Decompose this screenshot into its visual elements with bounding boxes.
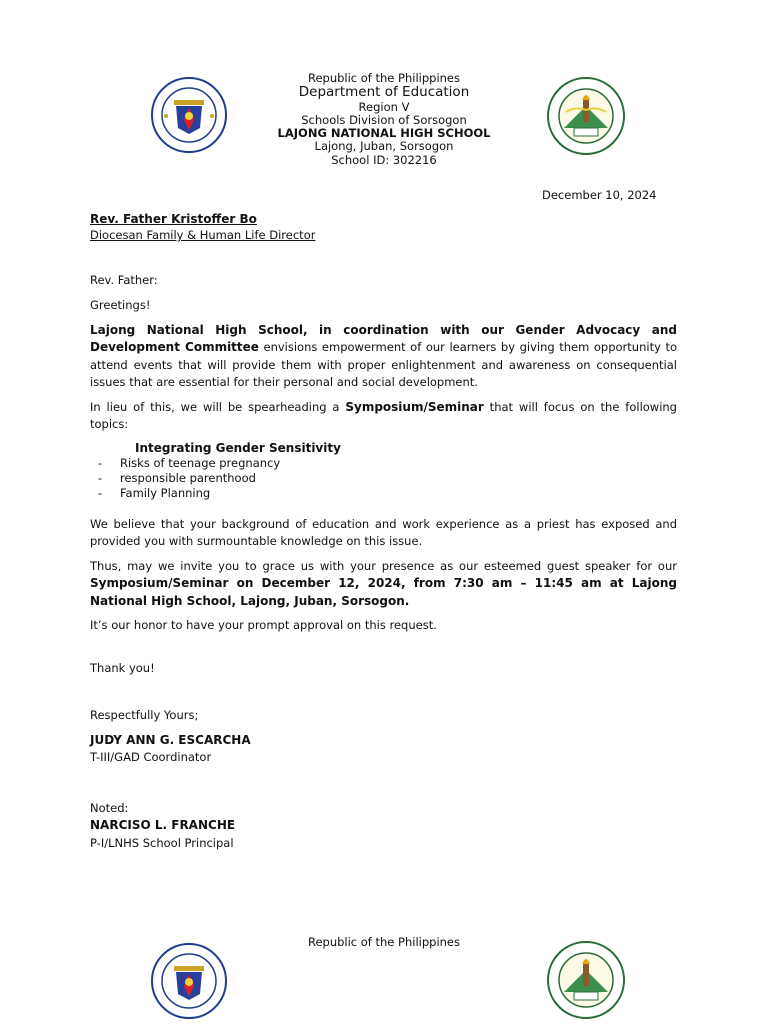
bullet-dash: - [98, 456, 103, 470]
republic-line: Republic of the Philippines [307, 71, 461, 85]
noted-title: P-I/LNHS School Principal [90, 836, 234, 850]
republic-line: Republic of the Philippines [307, 935, 461, 949]
deped-seal-icon [150, 942, 228, 1020]
recipient-name: Rev. Father Kristoffer Bo [90, 212, 257, 226]
greeting: Greetings! [90, 298, 151, 312]
paragraph-topics [90, 399, 677, 434]
bullet-dash: - [98, 486, 103, 500]
invitation-pre: Thus, may we invite you to grace us with your presence as our esteemed guest speaker for our [90, 559, 677, 573]
list-item [90, 471, 490, 486]
invitation-bold: Symposium/Seminar on December 12, 2024, from 7:30 am – 11:45 am at Lajong National High School, Lajong, Juban, Sorsogon. [90, 576, 677, 608]
topics-bold: Symposium/Seminar [345, 400, 484, 414]
school-address: Lajong, Juban, Sorsogon [314, 139, 454, 154]
list-item [90, 456, 490, 471]
school-seal-icon [546, 940, 626, 1020]
noted-label: Noted: [90, 801, 129, 815]
school-seal-icon [546, 76, 626, 156]
department-line: Department of Education [298, 84, 470, 101]
recipient-title: Diocesan Family & Human Life Director [90, 228, 316, 242]
paragraph-background: We believe that your background of education and work experience as a priest has exposed and provided you with surmountable knowledge on this issue. [90, 517, 677, 549]
topic-item: Family Planning [120, 486, 211, 500]
intro-rest: envisions empowerment of our learners by giving them opportunity to attend events that will provide them with proper enlightenment and awareness on consequential issues that are essential for their personal and social development. [90, 340, 677, 389]
closing: Respectfully Yours; [90, 708, 199, 722]
topic-list [90, 456, 490, 501]
topic-heading: Integrating Gender Sensitivity [135, 441, 341, 455]
letter-date: December 10, 2024 [542, 188, 657, 202]
letterhead [234, 72, 534, 167]
topic-item: Risks of teenage pregnancy [120, 456, 281, 470]
topic-item: responsible parenthood [120, 471, 256, 485]
salutation: Rev. Father: [90, 273, 158, 287]
school-name: LAJONG NATIONAL HIGH SCHOOL [277, 126, 491, 141]
bullet-dash: - [98, 471, 103, 485]
division-line: Schools Division of Sorsogon [301, 112, 467, 127]
paragraph-approval: It’s our honor to have your prompt approval on this request. [90, 618, 437, 632]
paragraph-invitation [90, 558, 677, 610]
noted-name: NARCISO L. FRANCHE [90, 818, 236, 832]
school-id: School ID: 302216 [331, 152, 437, 167]
list-item [90, 486, 490, 501]
thank-you: Thank you! [90, 661, 155, 675]
deped-seal-icon [150, 76, 228, 154]
paragraph-intro [90, 322, 677, 391]
topics-pre: In lieu of this, we will be spearheading a [90, 400, 346, 414]
intro-bold: Lajong National High School, in coordination with our Gender Advocacy and Development Committee [90, 323, 677, 355]
region-line: Region V [358, 99, 410, 114]
signer-title: T-III/GAD Coordinator [90, 750, 212, 764]
signer-name: JUDY ANN G. ESCARCHA [90, 733, 251, 747]
topics-post: that will focus on the following topics: [90, 400, 677, 432]
footer-letterhead [234, 936, 534, 949]
